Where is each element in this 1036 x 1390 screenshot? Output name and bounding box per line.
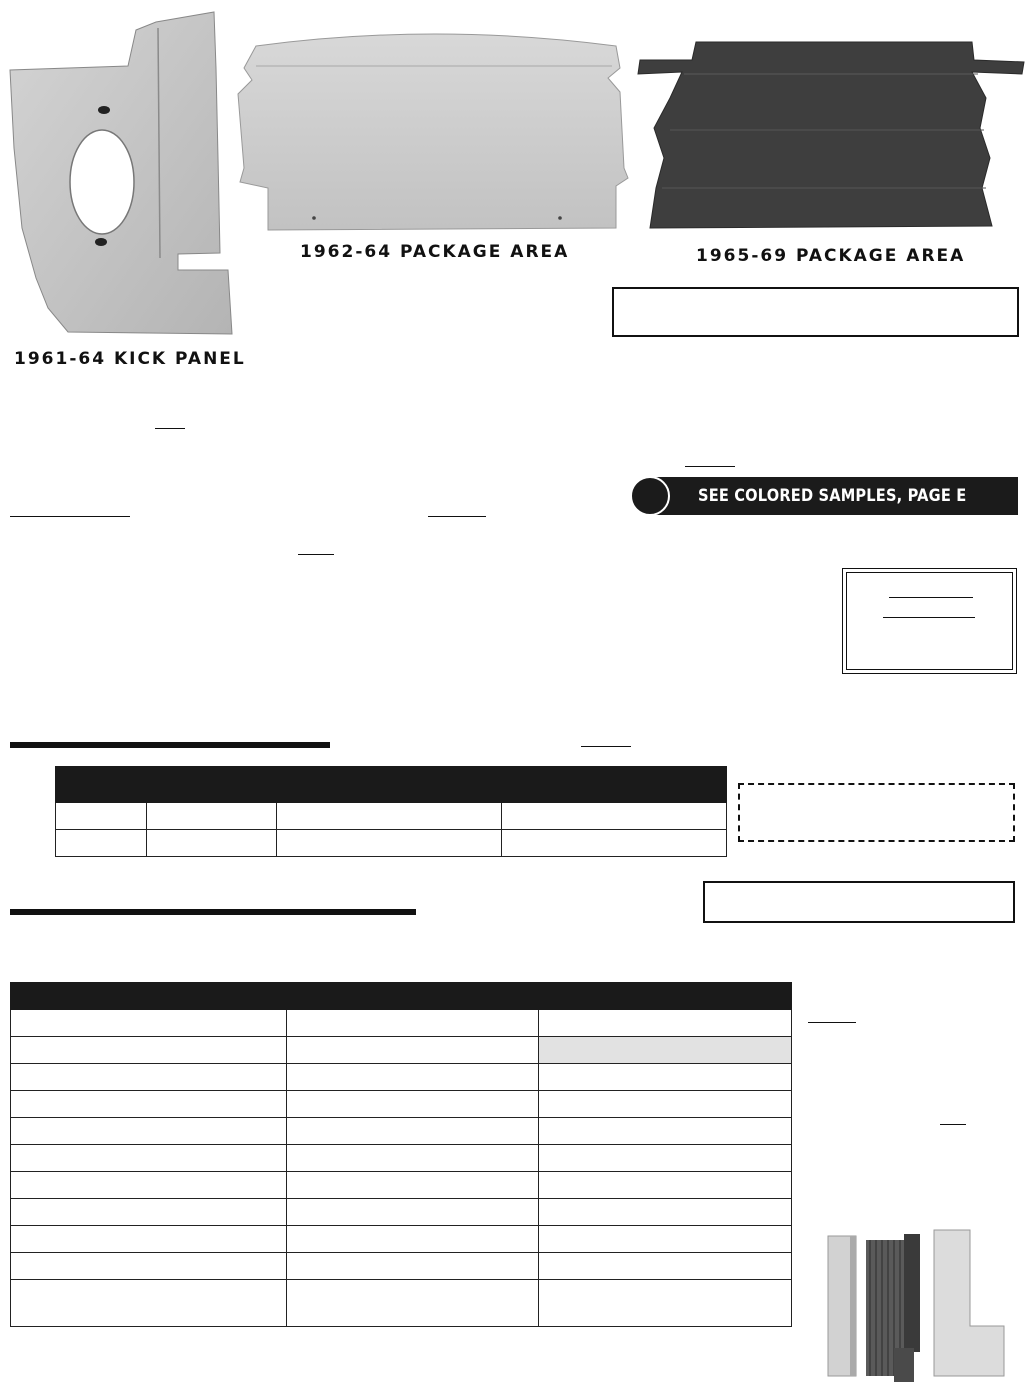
package-area-1965-caption: 1965-69 PACKAGE AREA xyxy=(696,246,966,266)
underline-rule xyxy=(155,428,185,429)
table-row xyxy=(11,1253,792,1280)
underline-rule xyxy=(883,617,975,618)
colored-samples-banner xyxy=(630,477,1018,515)
underline-rule xyxy=(685,466,735,467)
package-area-1965-photo xyxy=(636,38,1028,234)
table-row xyxy=(11,1226,792,1253)
table-row xyxy=(56,803,727,830)
banner-text: SEE COLORED SAMPLES, PAGE E xyxy=(698,486,967,506)
note-box-mid-right xyxy=(703,881,1015,923)
underline-rule xyxy=(808,1022,856,1023)
underline-rule xyxy=(428,516,486,517)
table-row xyxy=(11,1280,792,1327)
package-area-1962-caption: 1962-64 PACKAGE AREA xyxy=(300,242,570,262)
section-rule-2 xyxy=(10,909,416,915)
table-header-row xyxy=(56,767,727,803)
insulation-pieces-photo xyxy=(824,1226,1014,1386)
table-row xyxy=(11,1010,792,1037)
table-row xyxy=(11,1199,792,1226)
table-row xyxy=(11,1091,792,1118)
double-border-box xyxy=(842,568,1017,674)
dashed-note-box xyxy=(738,783,1015,842)
note-box-top-right xyxy=(612,287,1019,337)
section-rule-1 xyxy=(10,742,330,748)
table-row xyxy=(11,1145,792,1172)
underline-rule xyxy=(889,597,973,598)
parts-table-1 xyxy=(55,766,727,857)
table-row xyxy=(11,1172,792,1199)
package-area-1962-photo xyxy=(236,28,632,234)
underline-rule xyxy=(298,554,334,555)
table-header-row xyxy=(11,983,792,1010)
circle-marker-icon xyxy=(630,476,670,516)
parts-table-2 xyxy=(10,982,792,1327)
table-row xyxy=(56,830,727,857)
underline-rule xyxy=(10,516,130,517)
table-row xyxy=(11,1037,792,1064)
kick-panel-photo xyxy=(8,8,238,340)
kick-panel-caption: 1961-64 KICK PANEL xyxy=(14,349,246,369)
table-row xyxy=(11,1064,792,1091)
table-row xyxy=(11,1118,792,1145)
underline-rule xyxy=(581,746,631,747)
underline-rule xyxy=(940,1124,966,1125)
